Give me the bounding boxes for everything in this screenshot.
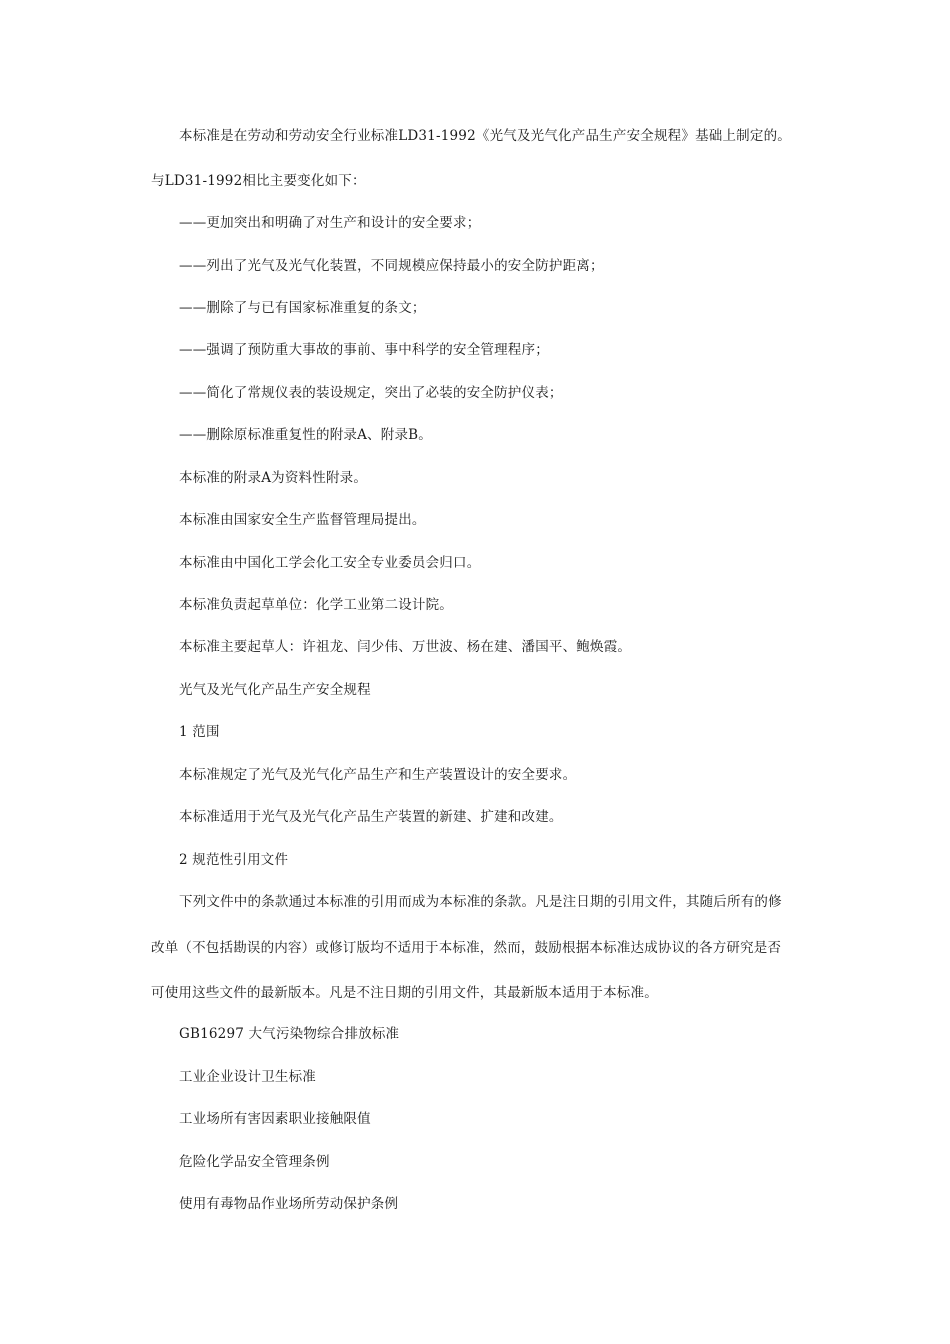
section-1-heading: 1 范围 bbox=[179, 724, 220, 740]
change-item-1: ——更加突出和明确了对生产和设计的安全要求； bbox=[179, 215, 481, 231]
drafters-note: 本标准主要起草人：许祖龙、闫少伟、万世波、杨在建、潘国平、鲍焕霞。 bbox=[179, 639, 632, 655]
change-item-5: ——简化了常规仪表的装设规定，突出了必装的安全防护仪表； bbox=[179, 385, 563, 401]
change-item-4: ——强调了预防重大事故的事前、事中科学的安全管理程序； bbox=[179, 342, 549, 358]
appendix-note: 本标准的附录A为资料性附录。 bbox=[179, 470, 368, 486]
drafting-unit-note: 本标准负责起草单位：化学工业第二设计院。 bbox=[179, 597, 453, 613]
reference-item-1: GB16297 大气污染物综合排放标准 bbox=[179, 1026, 400, 1042]
references-paragraph-line-3: 可使用这些文件的最新版本。凡是不注日期的引用文件，其最新版本适用于本标准。 bbox=[151, 985, 658, 1001]
proposer-note: 本标准由国家安全生产监督管理局提出。 bbox=[179, 512, 426, 528]
references-paragraph-line-2: 改单（不包括勘误的内容）或修订版均不适用于本标准，然而，鼓励根据本标准达成协议的各方研究是否 bbox=[151, 940, 782, 956]
reference-item-2: 工业企业设计卫生标准 bbox=[179, 1069, 316, 1085]
references-paragraph-line-1: 下列文件中的条款通过本标准的引用而成为本标准的条款。凡是注日期的引用文件，其随后所有的修 bbox=[179, 894, 782, 910]
standard-title: 光气及光气化产品生产安全规程 bbox=[179, 682, 371, 698]
scope-paragraph-2: 本标准适用于光气及光气化产品生产装置的新建、扩建和改建。 bbox=[179, 809, 563, 825]
change-item-3: ——删除了与已有国家标准重复的条文； bbox=[179, 300, 426, 316]
centralized-note: 本标准由中国化工学会化工安全专业委员会归口。 bbox=[179, 555, 481, 571]
section-2-heading: 2 规范性引用文件 bbox=[179, 852, 289, 868]
change-item-2: ——列出了光气及光气化装置，不同规模应保持最小的安全防护距离； bbox=[179, 258, 604, 274]
reference-item-3: 工业场所有害因素职业接触限值 bbox=[179, 1111, 371, 1127]
reference-item-4: 危险化学品安全管理条例 bbox=[179, 1154, 330, 1170]
scope-paragraph-1: 本标准规定了光气及光气化产品生产和生产装置设计的安全要求。 bbox=[179, 767, 577, 783]
reference-item-5: 使用有毒物品作业场所劳动保护条例 bbox=[179, 1196, 399, 1212]
change-item-6: ——删除原标准重复性的附录A、附录B。 bbox=[179, 427, 432, 443]
preface-paragraph-line-1: 本标准是在劳动和劳动安全行业标准LD31-1992《光气及光气化产品生产安全规程》基础上制定的。 bbox=[179, 128, 791, 144]
preface-paragraph-line-2: 与LD31-1992相比主要变化如下： bbox=[151, 173, 366, 189]
